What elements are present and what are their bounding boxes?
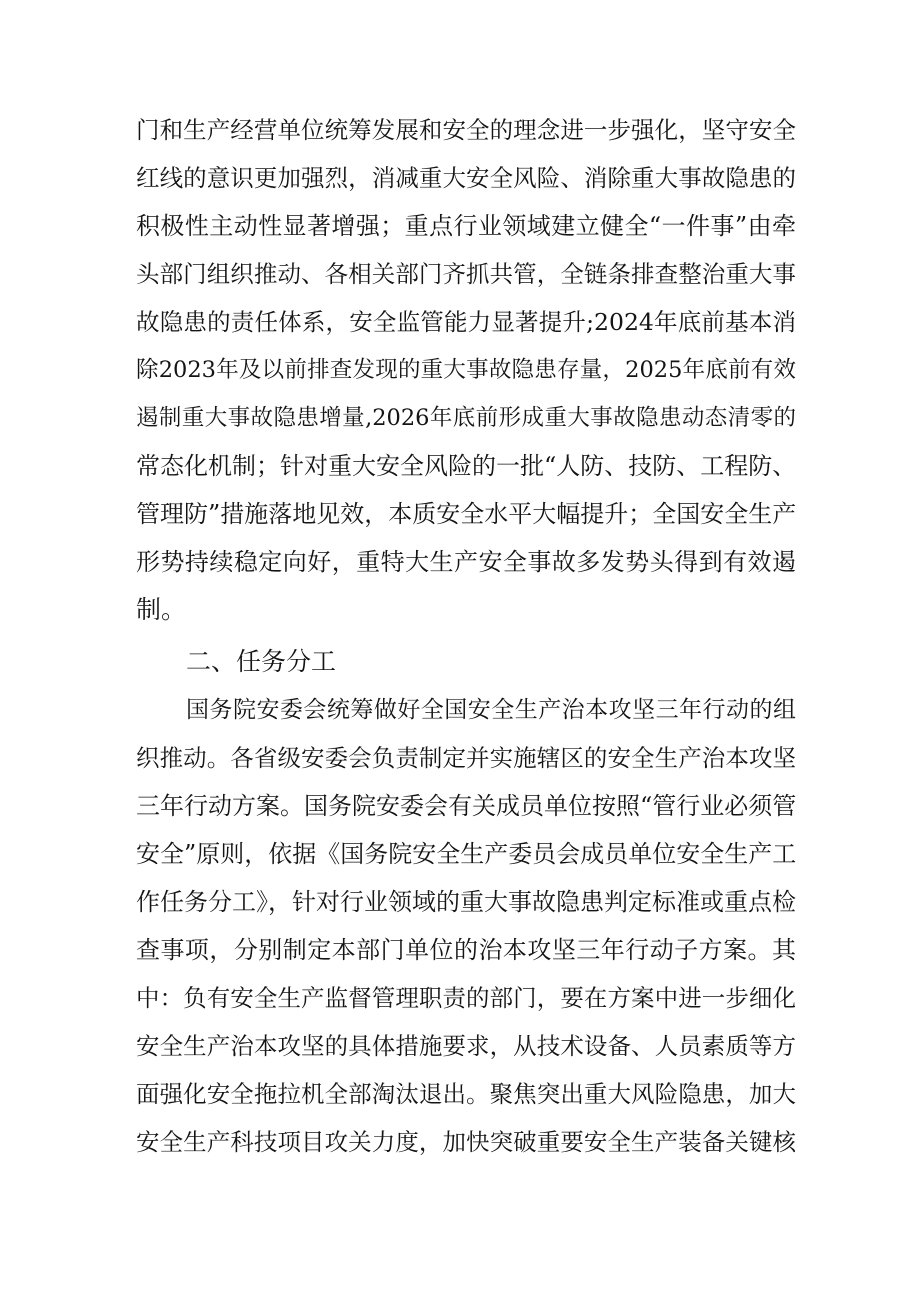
- section-heading: 二、任务分工: [186, 647, 337, 676]
- paragraph-line: 制。: [136, 595, 187, 624]
- paragraph-line: 形势持续稳定向好，重特大生产安全事故多发势头得到有效遏: [136, 548, 796, 576]
- paragraph-line: 作任务分工》，针对行业领域的重大事故隐患判定标准或重点检: [136, 888, 796, 916]
- paragraph-line: 安全”原则，依据《国务院安全生产委员会成员单位安全生产工: [136, 840, 796, 868]
- paragraph-line: 织推动。各省级安委会负责制定并实施辖区的安全生产治本攻坚: [136, 744, 796, 772]
- paragraph-line: 遏制重大事故隐患增量,2026年底前形成重大事故隐患动态清零的: [136, 405, 796, 431]
- paragraph-line: 安全生产治本攻坚的具体措施要求，从技术设备、人员素质等方: [136, 1032, 796, 1060]
- paragraph-line: 查事项，分别制定本部门单位的治本攻坚三年行动子方案。其: [136, 936, 796, 964]
- paragraph-line: 常态化机制；针对重大安全风险的一批“人防、技防、工程防、: [136, 452, 796, 480]
- paragraph-line: 除2023年及以前排查发现的重大事故隐患存量，2025年底前有效: [136, 357, 796, 383]
- paragraph-line: 管理防”措施落地见效，本质安全水平大幅提升；全国安全生产: [136, 500, 796, 528]
- paragraph-line: 安全生产科技项目攻关力度，加快突破重要安全生产装备关键核: [136, 1128, 796, 1156]
- paragraph-line: 红线的意识更加强烈，消减重大安全风险、消除重大事故隐患的: [136, 164, 796, 192]
- paragraph-line: 面强化安全拖拉机全部淘汰退出。聚焦突出重大风险隐患，加大: [136, 1080, 796, 1108]
- paragraph-line: 三年行动方案。国务院安委会有关成员单位按照“管行业必须管: [136, 792, 796, 820]
- paragraph-line: 中：负有安全生产监督管理职责的部门，要在方案中进一步细化: [136, 984, 796, 1012]
- paragraph-line: 国务院安委会统筹做好全国安全生产治本攻坚三年行动的组: [186, 697, 796, 723]
- paragraph-line: 门和生产经营单位统筹发展和安全的理念进一步强化，坚守安全: [136, 116, 796, 144]
- paragraph-line: 积极性主动性显著增强；重点行业领域建立健全“一件事”由牵: [136, 212, 796, 240]
- paragraph-line: 头部门组织推动、各相关部门齐抓共管，全链条排查整治重大事: [136, 260, 796, 288]
- paragraph-line: 故隐患的责任体系，安全监管能力显著提升;2024年底前基本消: [136, 308, 796, 336]
